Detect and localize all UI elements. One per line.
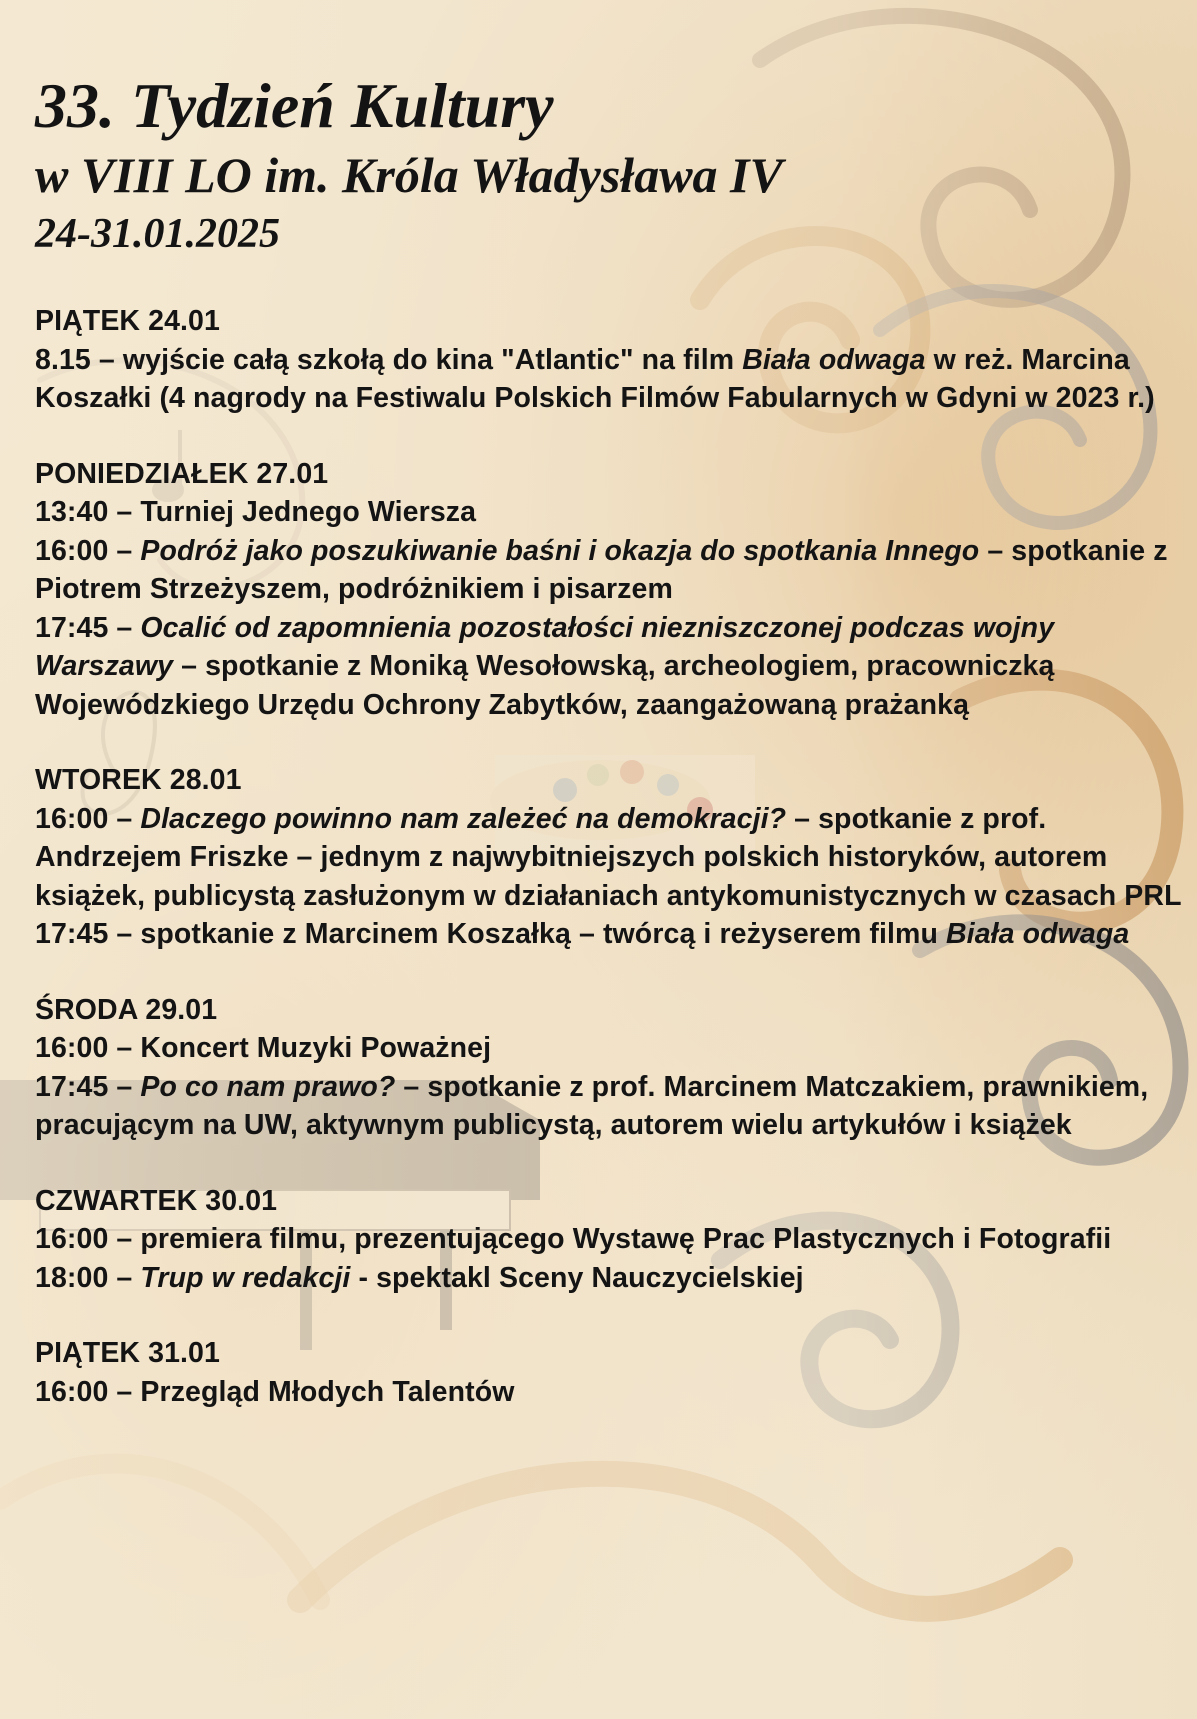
- event-title: Biała odwaga: [946, 918, 1130, 950]
- event-separator: –: [108, 802, 141, 835]
- event-time: 16:00: [35, 534, 109, 567]
- event-item: [35, 1220, 1195, 1259]
- event-separator: –: [108, 611, 141, 644]
- event-item: [35, 915, 1195, 954]
- day-heading: CZWARTEK 30.01: [35, 1184, 278, 1217]
- day-section: [35, 991, 1195, 1145]
- event-details: w reż. Marcina Koszałki (4 nagrody na Festiwalu Polskich Filmów Fabularnych w Gdyni w 2023 r.): [35, 343, 1155, 414]
- day-heading: PIĄTEK 24.01: [35, 305, 220, 337]
- event-details: - spektakl Sceny Nauczycielskiej: [350, 1261, 804, 1294]
- event-separator: –: [108, 496, 141, 528]
- event-separator: –: [108, 1032, 141, 1064]
- event-separator: –: [108, 1223, 141, 1255]
- event-item: [35, 1259, 1195, 1298]
- event-description: wyjście całą szkołą do kina "Atlantic" na film: [122, 343, 743, 376]
- event-time: 17:45: [35, 1070, 109, 1103]
- day-section: [35, 761, 1195, 954]
- event-item: [35, 341, 1195, 418]
- event-item: [35, 1373, 1195, 1412]
- event-item: [35, 532, 1195, 609]
- event-details: – spotkanie z prof. Andrzejem Friszke – jednym z najwybitniejszych polskich historyków, autorem książek, publicystą zasłużonym w działaniach antykomunistycznych w czasach PRL: [35, 802, 1182, 912]
- day-heading: PONIEDZIAŁEK 27.01: [35, 457, 329, 490]
- day-section: [35, 455, 1195, 725]
- event-time: 16:00: [35, 1375, 109, 1408]
- event-description: Turniej Jednego Wiersza: [140, 496, 477, 528]
- event-title: Podróż jako poszukiwanie baśni i okazja do spotkania Innego: [140, 534, 980, 567]
- event-separator: –: [108, 1261, 141, 1294]
- event-time: 17:45: [35, 918, 109, 950]
- event-separator: –: [108, 1375, 141, 1408]
- event-item: [35, 1068, 1195, 1145]
- event-time: 16:00: [35, 802, 109, 835]
- event-time: 17:45: [35, 611, 109, 644]
- event-title: Trup w redakcji: [140, 1261, 351, 1294]
- event-description: Przegląd Młodych Talentów: [140, 1375, 515, 1408]
- day-heading: PIĄTEK 31.01: [35, 1337, 220, 1369]
- event-details: – spotkanie z prof. Marcinem Matczakiem, prawnikiem, pracującym na UW, aktywnym publicystą, autorem wielu artykułów i książek: [35, 1070, 1149, 1141]
- day-heading: WTOREK 28.01: [35, 764, 242, 796]
- event-title: Dlaczego powinno nam zależeć na demokracji?: [140, 802, 787, 835]
- event-title: Biała odwaga: [742, 343, 926, 376]
- event-description: premiera filmu, prezentującego Wystawę Prac Plastycznych i Fotografii: [140, 1223, 1112, 1255]
- event-separator: –: [90, 343, 123, 376]
- event-separator: –: [108, 918, 141, 950]
- event-item: [35, 609, 1195, 725]
- event-separator: –: [108, 1070, 141, 1103]
- event-description: spotkanie z Marcinem Koszałką – twórcą i reżyserem filmu: [140, 918, 946, 950]
- program-content: [35, 68, 1195, 1448]
- event-dates: 24-31.01.2025: [35, 211, 280, 257]
- event-time: 18:00: [35, 1261, 109, 1294]
- event-time: 13:40: [35, 496, 109, 528]
- day-section: [35, 302, 1195, 418]
- event-item: [35, 493, 1195, 532]
- event-separator: –: [108, 534, 141, 567]
- day-section: [35, 1182, 1195, 1298]
- day-heading: ŚRODA 29.01: [35, 993, 218, 1026]
- event-title: Po co nam prawo?: [140, 1070, 396, 1103]
- event-time: 16:00: [35, 1223, 109, 1255]
- event-details: – spotkanie z Moniką Wesołowską, archeologiem, pracowniczką Wojewódzkiego Urzędu Ochrony Zabytków, zaangażowaną prażanką: [35, 650, 1055, 721]
- event-description: Koncert Muzyki Poważnej: [140, 1032, 492, 1064]
- page-title: 33. Tydzień Kultury: [35, 70, 554, 141]
- event-item: [35, 1029, 1195, 1068]
- event-time: 16:00: [35, 1032, 109, 1064]
- event-title: Ocalić od zapomnienia pozostałości niezniszczonej podczas wojny Warszawy: [35, 611, 1055, 682]
- event-item: [35, 800, 1195, 916]
- schedule: [35, 302, 1195, 1411]
- day-section: [35, 1334, 1195, 1411]
- event-time: 8.15: [35, 343, 91, 376]
- school-name: w VIII LO im. Króla Władysława IV: [35, 147, 783, 203]
- event-details: – spotkanie z Piotrem Strzeżyszem, podróżnikiem i pisarzem: [35, 534, 1168, 605]
